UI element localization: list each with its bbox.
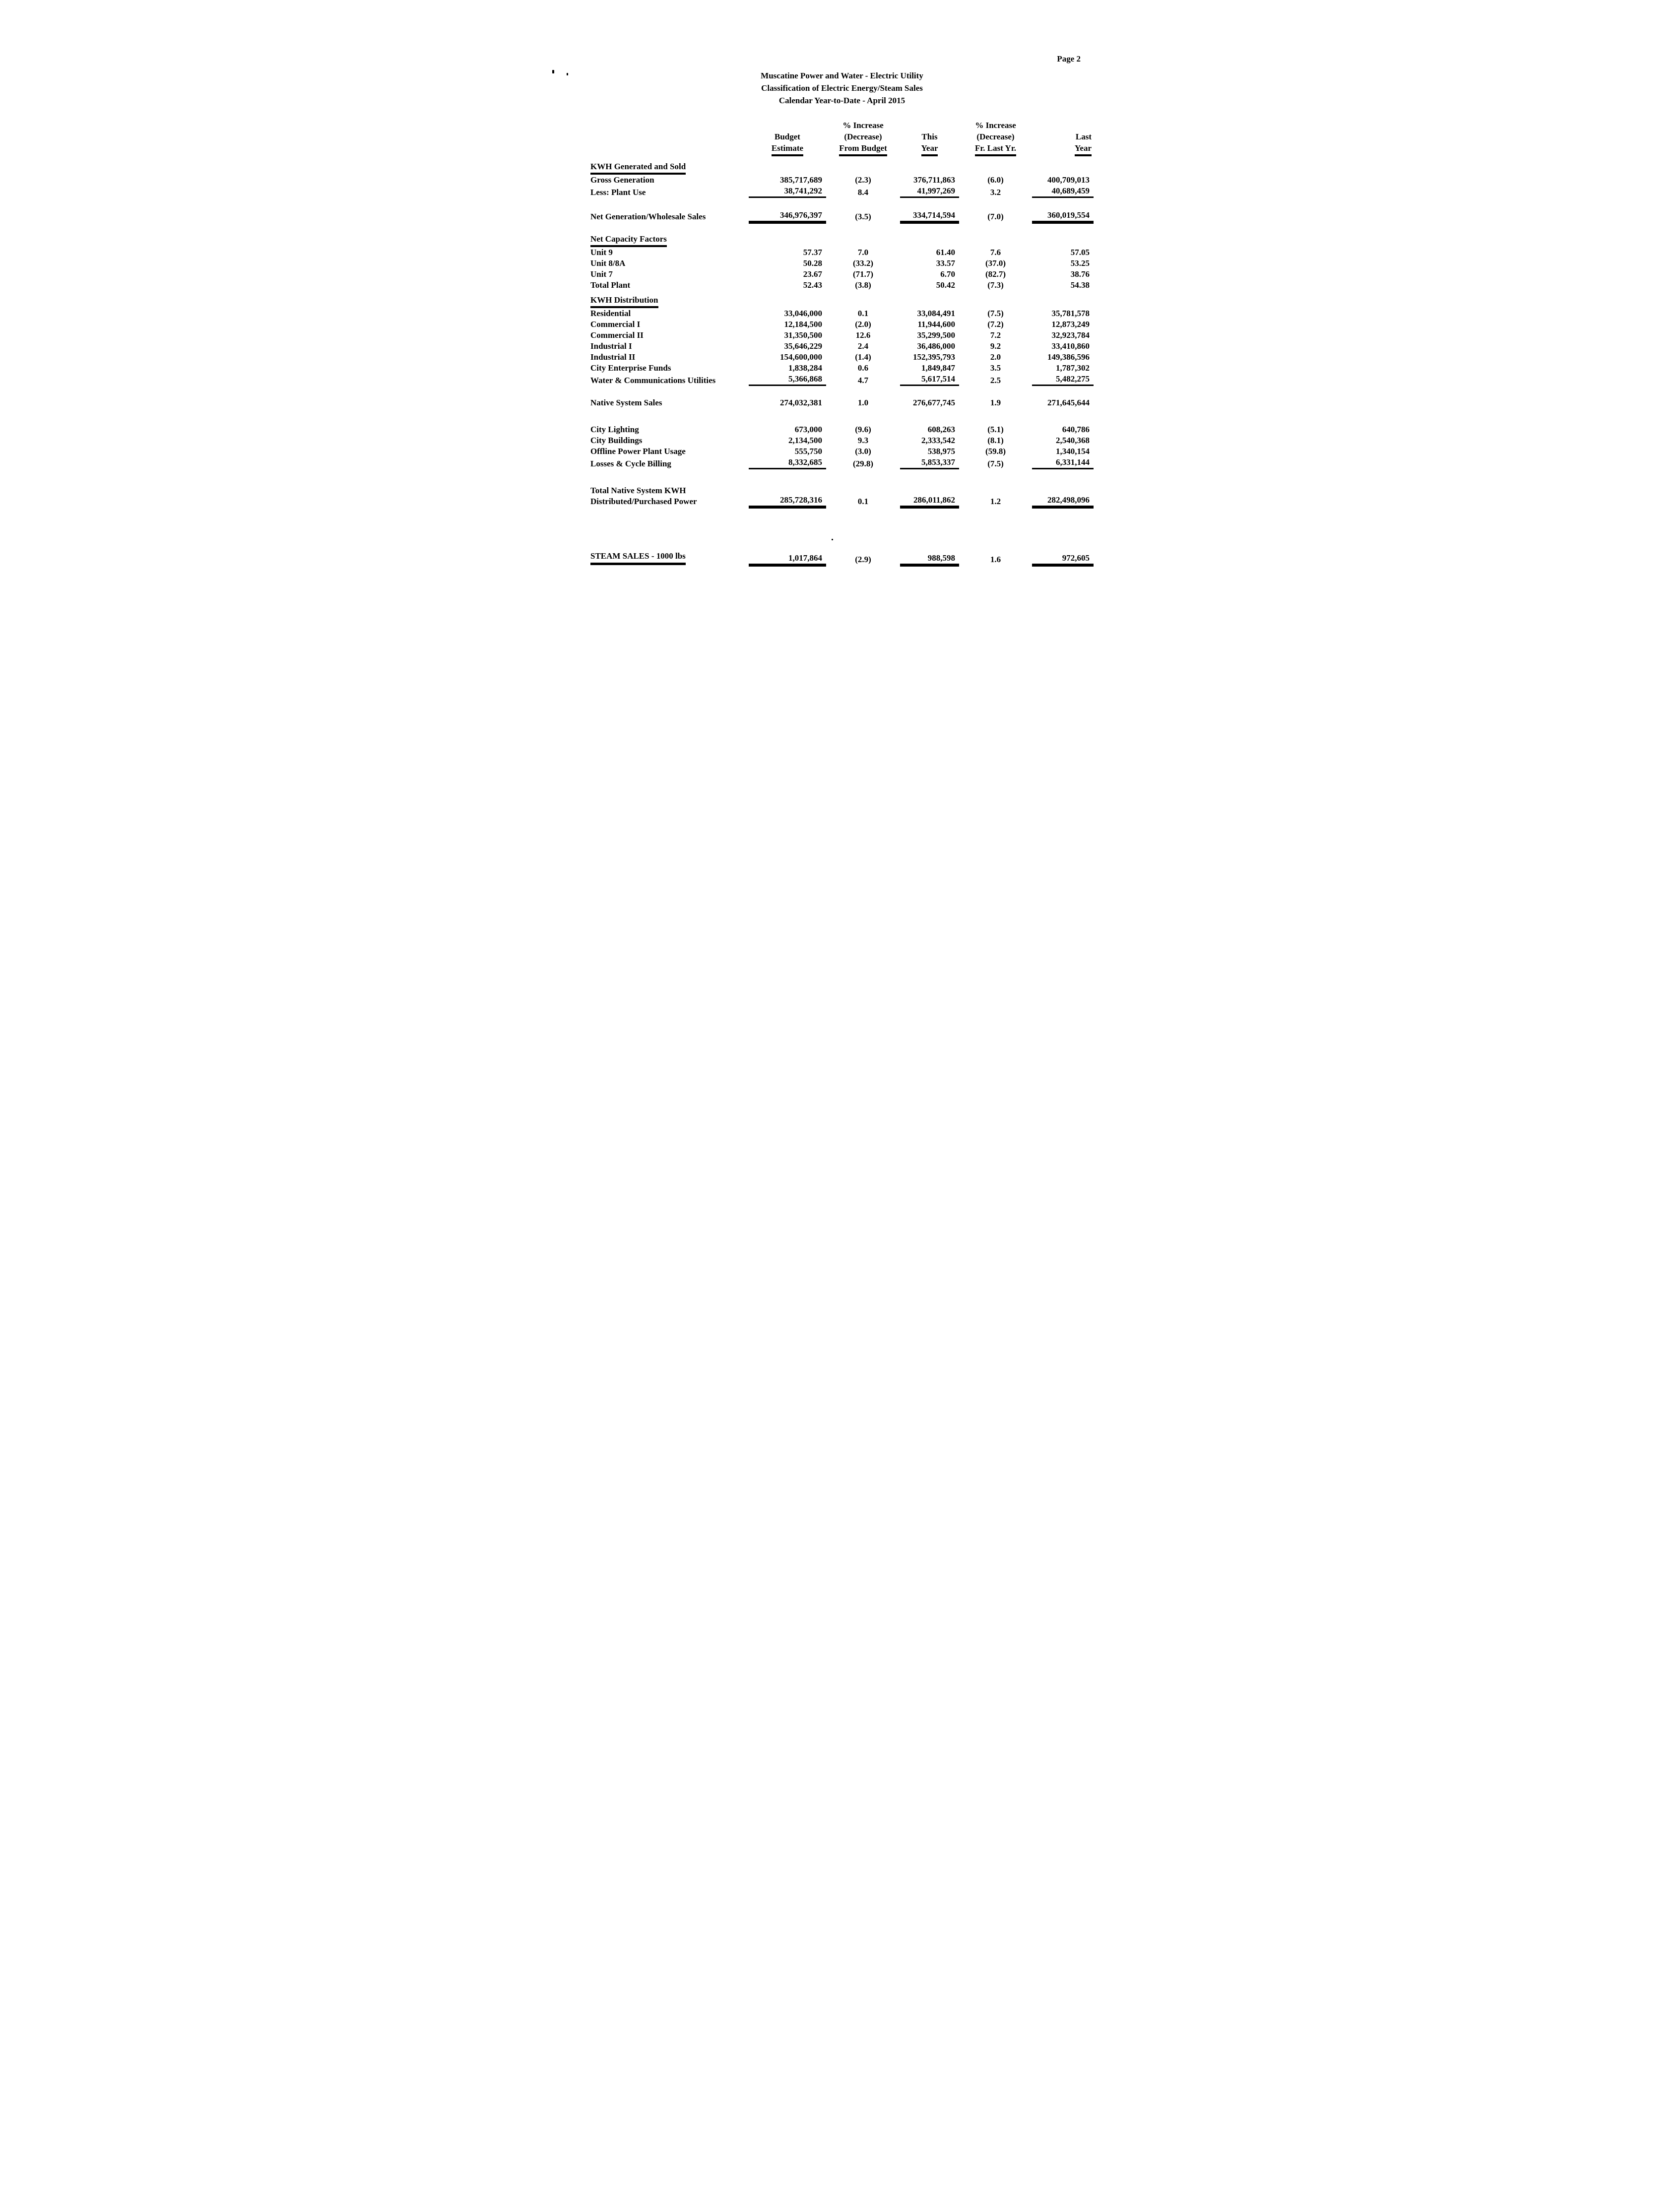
budget-estimate-value: 33,046,000 [784, 309, 822, 318]
scan-artifact-dot [567, 73, 568, 75]
pct-change-from-budget: 4.7 [857, 376, 869, 385]
row-label [590, 485, 749, 507]
budget-estimate-value: 38,741,292 [749, 186, 826, 198]
budget-estimate-value: 346,976,397 [749, 210, 826, 222]
column-header-budget-estimate [749, 131, 826, 156]
last-year-value: 40,689,459 [1032, 186, 1094, 198]
row-label: Losses & Cycle Billing [590, 459, 671, 468]
table-row-commercial-ii [590, 330, 1094, 341]
pct-change-from-last-year: 7.2 [990, 330, 1001, 340]
this-year-value: 152,395,793 [913, 352, 955, 362]
pct-change-from-budget: (33.2) [852, 258, 874, 268]
last-year-value: 282,498,096 [1032, 495, 1094, 507]
document-title-line-2: Classification of Electric Energy/Steam Sales [761, 83, 923, 93]
last-year-value: 54.38 [1070, 280, 1090, 290]
this-year-value: 538,975 [927, 447, 955, 456]
pct-change-from-budget: (2.0) [855, 320, 871, 329]
table-row-city-buildings [590, 435, 1094, 446]
row-label: Unit 7 [590, 269, 613, 279]
pct-change-from-last-year: (7.3) [987, 280, 1004, 290]
budget-estimate-value: 274,032,381 [780, 398, 822, 407]
last-year-value: 12,873,249 [1051, 320, 1090, 329]
row-label: Industrial I [590, 341, 632, 351]
pct-change-from-last-year: 2.0 [990, 352, 1001, 362]
table-row-offline-power-plant-usage [590, 446, 1094, 457]
budget-estimate-value: 35,646,229 [784, 341, 822, 351]
pct-change-from-last-year: (82.7) [985, 269, 1006, 279]
last-year-value: 35,781,578 [1051, 309, 1090, 318]
row-label: City Enterprise Funds [590, 363, 671, 373]
last-year-value: 32,923,784 [1051, 330, 1090, 340]
last-year-value: 33,410,860 [1051, 341, 1090, 351]
column-header-text: % Increase [975, 121, 1016, 130]
pct-change-from-budget: 0.6 [857, 363, 869, 373]
last-year-value: 57.05 [1070, 248, 1090, 257]
last-year-value: 640,786 [1062, 425, 1090, 434]
pct-change-from-last-year: 3.5 [990, 363, 1001, 373]
pct-change-from-budget: 7.0 [857, 248, 869, 257]
budget-estimate-value: 57.37 [803, 248, 822, 257]
last-year-value: 1,787,302 [1056, 363, 1090, 373]
budget-estimate-value: 1,017,864 [749, 553, 826, 565]
budget-estimate-value: 31,350,500 [784, 330, 822, 340]
column-header-pct-from-budget [826, 120, 900, 156]
last-year-value: 38.76 [1070, 269, 1090, 279]
budget-estimate-value: 2,134,500 [788, 436, 822, 445]
pct-change-from-budget: 1.0 [857, 398, 869, 407]
table-row-industrial-ii [590, 352, 1094, 363]
budget-estimate-value: 1,838,284 [788, 363, 822, 373]
document-content [590, 0, 1094, 569]
pct-change-from-budget: (3.0) [855, 447, 871, 456]
table-row-total-native-system-kwh [590, 485, 1094, 507]
pct-change-from-budget: (3.5) [855, 212, 871, 221]
section-heading-net-capacity-factors: Net Capacity Factors [590, 234, 1094, 247]
pct-change-from-budget: (9.6) [855, 425, 871, 434]
this-year-value: 376,711,863 [913, 175, 955, 185]
last-year-value: 5,482,275 [1032, 374, 1094, 386]
this-year-value: 33,084,491 [917, 309, 955, 318]
table-column-headers [590, 120, 1094, 156]
this-year-value: 41,997,269 [900, 186, 959, 198]
table-row-native-system-sales [590, 397, 1094, 408]
this-year-value: 33.57 [936, 258, 955, 268]
budget-estimate-value: 8,332,685 [749, 457, 826, 469]
this-year-value: 35,299,500 [917, 330, 955, 340]
this-year-value: 36,486,000 [917, 341, 955, 351]
table-row-gross-generation [590, 175, 1094, 186]
budget-estimate-value: 12,184,500 [784, 320, 822, 329]
row-label: City Lighting [590, 425, 639, 434]
column-header-last-year [1032, 131, 1094, 156]
last-year-value: 6,331,144 [1032, 457, 1094, 469]
last-year-value: 1,340,154 [1056, 447, 1090, 456]
pct-change-from-last-year: (8.1) [987, 436, 1004, 445]
pct-change-from-last-year: 9.2 [990, 341, 1001, 351]
row-label: Total Plant [590, 280, 631, 290]
column-header-this-year [900, 131, 959, 156]
pct-change-from-last-year: (7.5) [987, 309, 1004, 318]
this-year-value: 5,617,514 [900, 374, 959, 386]
this-year-value: 5,853,337 [900, 457, 959, 469]
document-title-line-3: Calendar Year-to-Date - April 2015 [778, 96, 905, 105]
pct-change-from-last-year: 1.6 [990, 555, 1001, 564]
row-label: Unit 8/8A [590, 258, 626, 268]
table-row-industrial-i [590, 341, 1094, 352]
row-label: Less: Plant Use [590, 188, 646, 197]
last-year-value: 972,605 [1032, 553, 1094, 565]
row-label-line-2: Distributed/Purchased Power [590, 497, 697, 506]
row-label: Commercial II [590, 330, 644, 340]
table-row-total-plant [590, 280, 1094, 291]
table-row-water-communications-utilities [590, 374, 1094, 386]
pct-change-from-last-year: (7.2) [987, 320, 1004, 329]
pct-change-from-last-year: (6.0) [987, 175, 1004, 185]
scan-artifact-dot [552, 70, 554, 73]
budget-estimate-value: 385,717,689 [780, 175, 822, 185]
column-header-text: Estimate [772, 142, 803, 156]
last-year-value: 149,386,596 [1047, 352, 1090, 362]
pct-change-from-last-year: (7.5) [987, 459, 1004, 468]
table-row-unit-9 [590, 247, 1094, 258]
pct-change-from-budget: 12.6 [855, 330, 871, 340]
page-number: Page 2 [1057, 54, 1081, 64]
column-header-text: Budget [775, 132, 800, 141]
this-year-value: 988,598 [900, 553, 959, 565]
pct-change-from-last-year: (7.0) [987, 212, 1004, 221]
column-header-text: % Increase [842, 121, 884, 130]
last-year-value: 360,019,554 [1032, 210, 1094, 222]
this-year-value: 2,333,542 [921, 436, 955, 445]
pct-change-from-last-year: (37.0) [985, 258, 1006, 268]
table-row-less-plant-use [590, 186, 1094, 198]
last-year-value: 400,709,013 [1047, 175, 1090, 185]
this-year-value: 334,714,594 [900, 210, 959, 222]
row-label: City Buildings [590, 436, 643, 445]
pct-change-from-budget: 9.3 [857, 436, 869, 445]
pct-change-from-budget: (2.9) [855, 555, 871, 564]
pct-change-from-last-year: (59.8) [985, 447, 1006, 456]
last-year-value: 2,540,368 [1056, 436, 1090, 445]
row-label: Commercial I [590, 320, 641, 329]
budget-estimate-value: 50.28 [803, 258, 822, 268]
budget-estimate-value: 285,728,316 [749, 495, 826, 507]
column-header-text: Fr. Last Yr. [975, 142, 1016, 156]
budget-estimate-value: 23.67 [803, 269, 822, 279]
table-row-unit-8-8a [590, 258, 1094, 269]
section-heading-kwh-distribution: KWH Distribution [590, 295, 1094, 308]
row-label-line-1: Total Native System KWH [590, 486, 686, 495]
this-year-value: 276,677,745 [913, 398, 955, 407]
this-year-value: 61.40 [936, 248, 955, 257]
pct-change-from-last-year: 2.5 [990, 376, 1001, 385]
budget-estimate-value: 673,000 [794, 425, 822, 434]
this-year-value: 11,944,600 [917, 320, 955, 329]
pct-change-from-budget: 8.4 [857, 188, 869, 197]
column-header-pct-from-last-year [959, 120, 1032, 156]
pct-change-from-budget: 0.1 [857, 497, 869, 506]
table-row-residential [590, 308, 1094, 319]
table-row-steam-sales [590, 551, 1094, 565]
budget-estimate-value: 52.43 [803, 280, 822, 290]
table-row-commercial-i [590, 319, 1094, 330]
this-year-value: 6.70 [940, 269, 955, 279]
section-heading-kwh-generated-and-sold: KWH Generated and Sold [590, 161, 1094, 175]
pct-change-from-budget: 2.4 [857, 341, 869, 351]
this-year-value: 608,263 [927, 425, 955, 434]
pct-change-from-last-year: 3.2 [990, 188, 1001, 197]
table-row-net-generation-wholesale-sales [590, 210, 1094, 222]
column-header-text: Year [921, 142, 938, 156]
pct-change-from-last-year: 1.2 [990, 497, 1001, 506]
row-label: Residential [590, 309, 631, 318]
pct-change-from-budget: (3.8) [855, 280, 871, 290]
row-label: Net Generation/Wholesale Sales [590, 212, 706, 221]
table-row-unit-7 [590, 269, 1094, 280]
pct-change-from-budget: 0.1 [857, 309, 869, 318]
this-year-value: 50.42 [936, 280, 955, 290]
pct-change-from-budget: (71.7) [852, 269, 874, 279]
column-header-text: This [921, 132, 938, 141]
budget-estimate-value: 5,366,868 [749, 374, 826, 386]
table-row-losses-cycle-billing [590, 457, 1094, 469]
pct-change-from-budget: (1.4) [855, 352, 871, 362]
table-row-city-enterprise-funds [590, 363, 1094, 374]
pct-change-from-budget: (29.8) [852, 459, 874, 468]
column-header-text: From Budget [839, 142, 887, 156]
pct-change-from-last-year: 7.6 [990, 248, 1001, 257]
budget-estimate-value: 555,750 [794, 447, 822, 456]
document-title-block [590, 69, 1094, 107]
last-year-value: 271,645,644 [1047, 398, 1090, 407]
row-label: Unit 9 [590, 248, 613, 257]
column-header-text: Last [1075, 132, 1092, 141]
this-year-value: 1,849,847 [921, 363, 955, 373]
column-header-text: (Decrease) [976, 132, 1015, 141]
table-row-city-lighting [590, 424, 1094, 435]
budget-estimate-value: 154,600,000 [780, 352, 822, 362]
row-label: Offline Power Plant Usage [590, 447, 686, 456]
section-heading-steam-sales: STEAM SALES - 1000 lbs [590, 551, 749, 565]
row-label: Industrial II [590, 352, 636, 362]
document-page [542, 0, 1138, 776]
pct-change-from-last-year: (5.1) [987, 425, 1004, 434]
row-label: Gross Generation [590, 175, 654, 185]
column-header-text: (Decrease) [844, 132, 882, 141]
column-header-text: Year [1075, 142, 1092, 156]
last-year-value: 53.25 [1070, 258, 1090, 268]
row-label: Native System Sales [590, 398, 662, 407]
row-label: Water & Communications Utilities [590, 376, 716, 385]
pct-change-from-budget: (2.3) [855, 175, 871, 185]
pct-change-from-last-year: 1.9 [990, 398, 1001, 407]
document-title-line-1: Muscatine Power and Water - Electric Utility [761, 71, 923, 80]
this-year-value: 286,011,862 [900, 495, 959, 507]
